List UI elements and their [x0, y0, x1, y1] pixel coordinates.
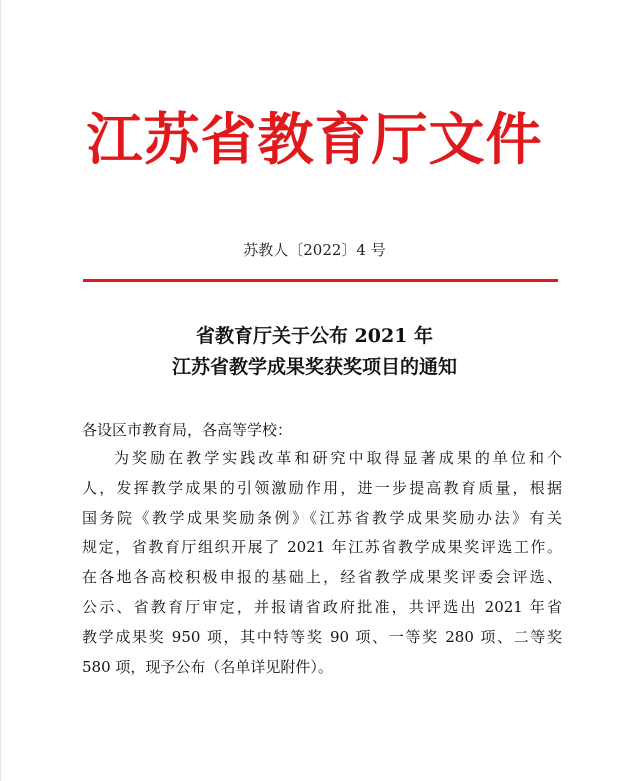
body-paragraph — [82, 444, 562, 682]
notice-title-line-1: 省教育厅关于公布 2021 年 — [195, 325, 434, 347]
body-line: 国务院《教学成果奖励条例》《江苏省教学成果奖励办法》有关 — [82, 508, 562, 527]
document-number: 苏教人〔2022〕4 号 — [243, 241, 386, 259]
body-line: 为奖励在教学实践改革和研究中取得显著成果的单位和个 — [114, 449, 562, 467]
salutation: 各设区市教育局，各高等学校： — [82, 421, 293, 439]
red-divider-rule — [83, 279, 558, 282]
issuer-header-title: 江苏省教育厅文件 — [86, 107, 543, 173]
body-line: 教学成果奖 950 项，其中特等奖 90 项、一等奖 280 项、二等奖 — [82, 627, 562, 646]
body-line: 在各地各高校积极申报的基础上，经省教学成果奖评委会评选、 — [82, 568, 562, 587]
body-line: 人，发挥教学成果的引领激励作用，进一步提高教育质量，根据 — [82, 478, 562, 497]
notice-title-line-2: 江苏省教学成果奖获奖项目的通知 — [171, 356, 457, 378]
body-line: 规定，省教育厅组织开展了 2021 年江苏省教学成果奖评选工作。 — [82, 538, 562, 557]
body-line: 580 项，现予公布（名单详见附件）。 — [82, 657, 333, 676]
body-line: 公示、省教育厅审定，并报请省政府批准，共评选出 2021 年省 — [82, 597, 562, 616]
